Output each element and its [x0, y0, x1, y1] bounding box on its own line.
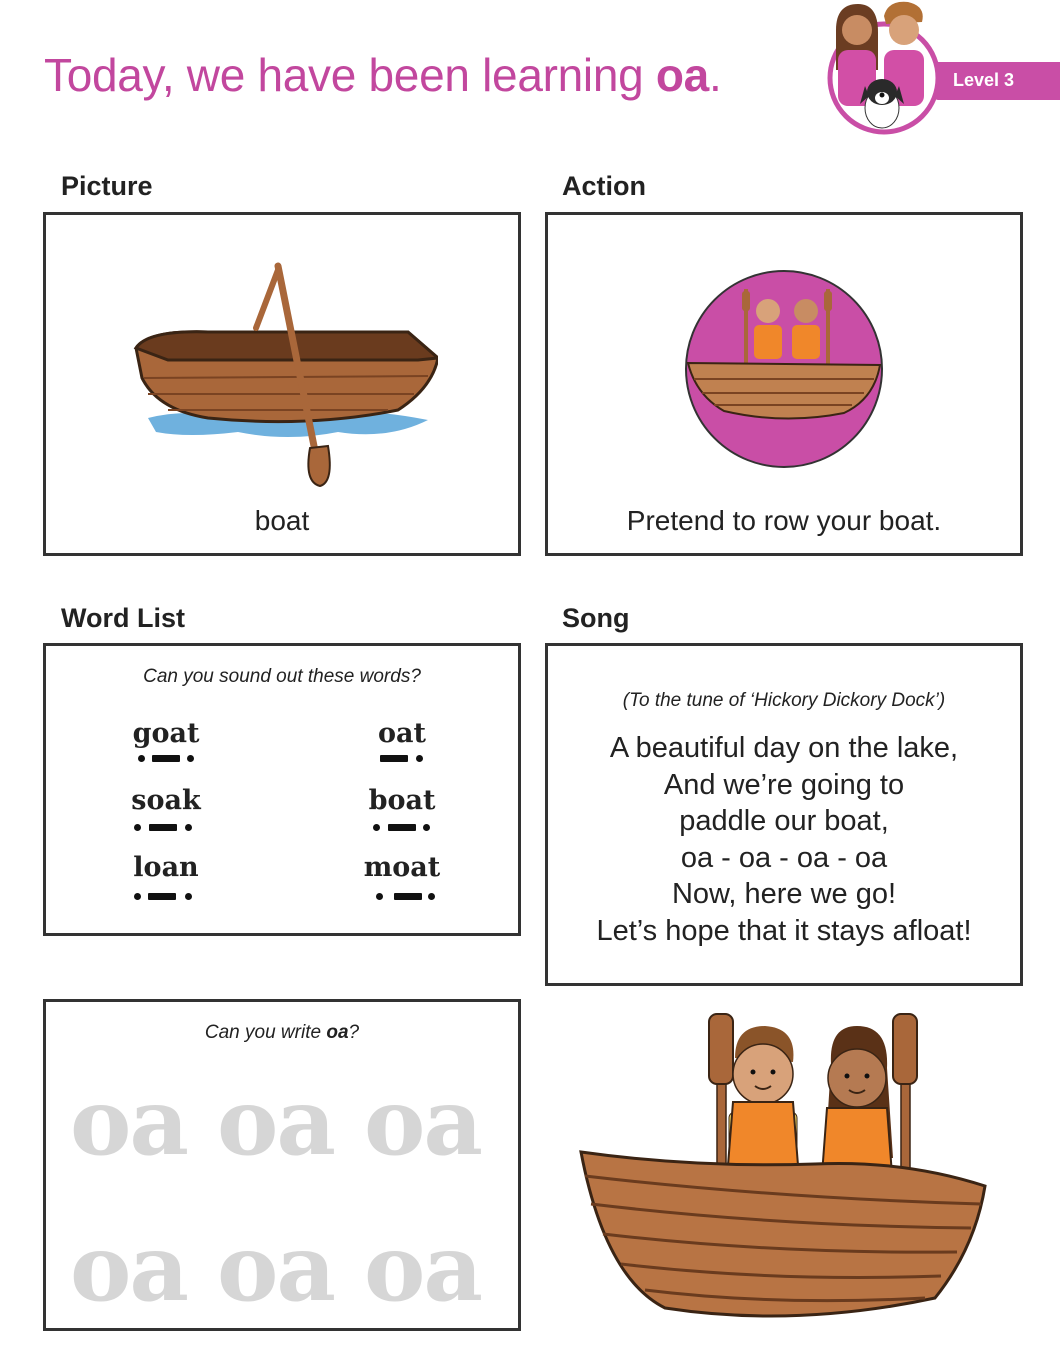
page-title [44, 48, 721, 102]
song-line: A beautiful day on the lake, [609, 732, 959, 764]
title-text: Today, we have been learning [44, 49, 656, 101]
sound-buttons-loan [96, 892, 236, 902]
song-tune-note: (To the tune of ‘Hickory Dickory Dock’) [622, 690, 946, 711]
trace-letters: oa [364, 1214, 482, 1322]
word-moat: moat [363, 852, 441, 883]
word-oat: oat [378, 718, 426, 749]
trace-letters: oa [364, 1068, 482, 1176]
mascot-children-dog-icon [822, 0, 942, 136]
action-card [545, 212, 1023, 556]
action-caption: Pretend to row your boat. [626, 505, 942, 536]
trace-row-1 [70, 1068, 481, 1176]
sound-buttons-soak [96, 823, 236, 833]
sound-buttons-moat [332, 892, 472, 902]
picture-card [43, 212, 521, 556]
word-goat: goat [132, 718, 200, 749]
word-loan: loan [133, 852, 199, 883]
title-suffix: . [708, 49, 722, 101]
title-focus-sound: oa [655, 49, 709, 101]
word-list-heading: Word List [61, 603, 185, 633]
song-lyrics [548, 730, 1020, 949]
action-heading: Action [562, 171, 646, 201]
children-rowing-boat-illustration [575, 1008, 995, 1338]
song-line: And we’re going to [663, 768, 905, 801]
song-line: paddle our boat, [679, 805, 889, 837]
picture-caption: boat [254, 505, 310, 536]
sound-buttons-boat [332, 823, 472, 833]
word-list-prompt: Can you sound out these words? [143, 666, 421, 687]
trace-letters: oa [217, 1214, 334, 1322]
song-line: Now, here we go! [671, 878, 897, 910]
writing-prompt-focus: oa [326, 1022, 349, 1043]
trace-letters: oa [70, 1068, 187, 1176]
rowing-boat-icon [128, 260, 438, 490]
word-soak: soak [131, 785, 201, 816]
level-badge [935, 62, 1060, 100]
children-in-boat-icon [674, 265, 898, 475]
song-line: Let’s hope that it stays afloat! [596, 914, 972, 947]
writing-prompt-suffix: ? [348, 1022, 360, 1043]
writing-prompt [46, 1022, 518, 1044]
word-boat: boat [368, 785, 436, 816]
trace-letters: oa [70, 1214, 187, 1322]
level-badge-label: Level 3 [953, 70, 1015, 90]
writing-practice-card [43, 999, 521, 1331]
word-list-card [43, 643, 521, 936]
song-heading: Song [562, 603, 630, 633]
song-card [545, 643, 1023, 986]
sound-buttons-oat [332, 754, 472, 764]
song-line: oa - oa - oa - oa [680, 841, 888, 874]
writing-prompt-text: Can you write [204, 1022, 327, 1043]
picture-heading: Picture [61, 171, 153, 201]
sound-buttons-goat [96, 754, 236, 764]
trace-letters: oa [217, 1068, 334, 1176]
trace-row-2 [70, 1214, 481, 1322]
